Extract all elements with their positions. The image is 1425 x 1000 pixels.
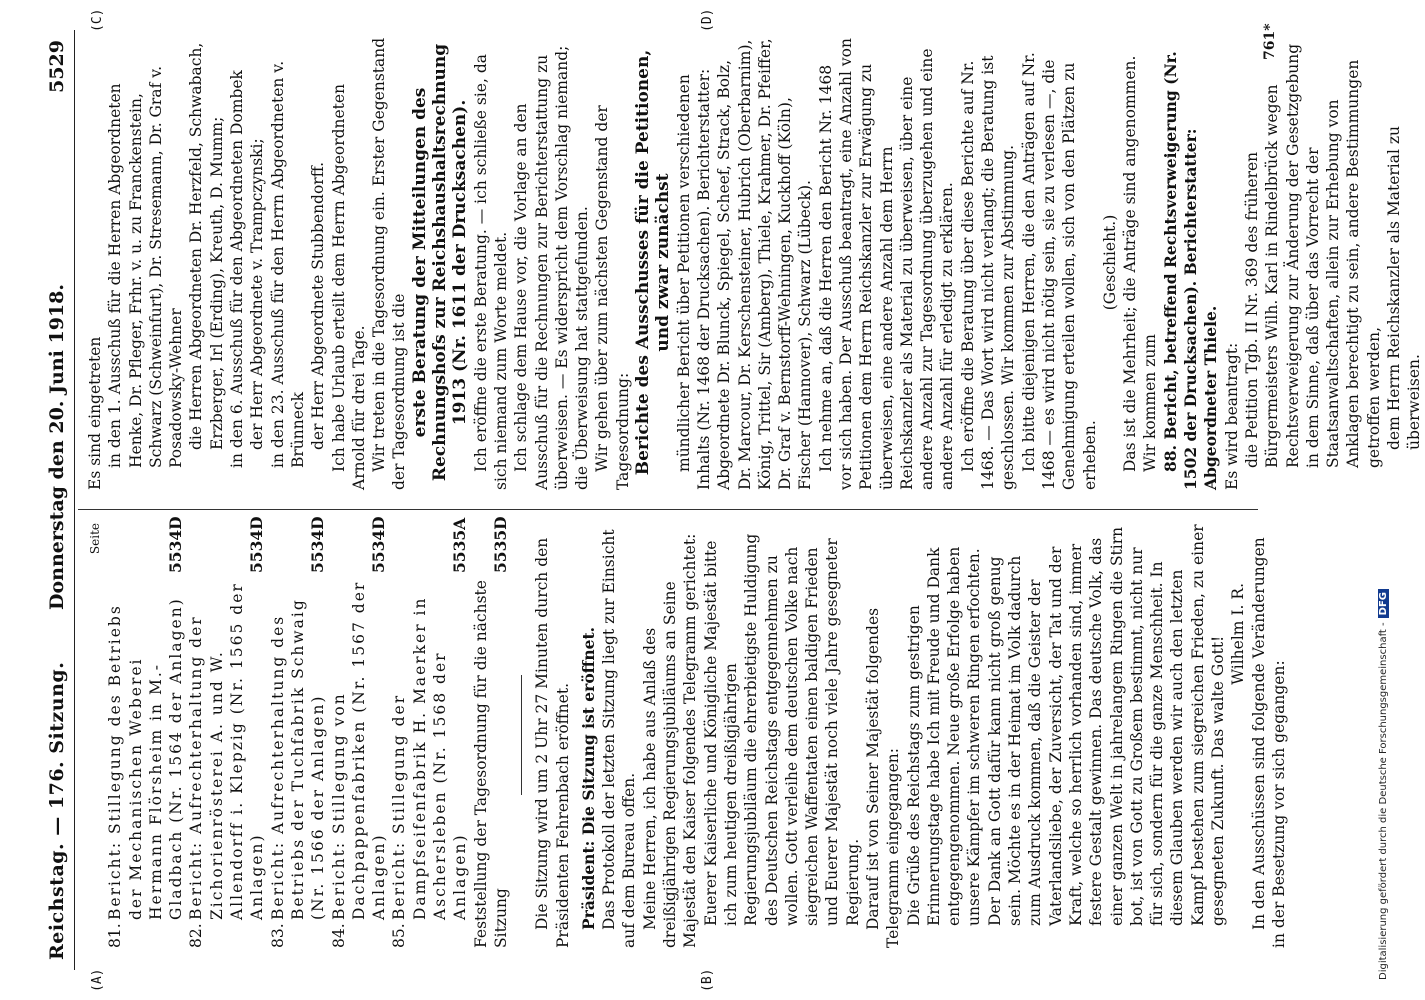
paragraph: Wir kommen zum — [1141, 333, 1160, 472]
margin-marker-d: (D) — [700, 8, 715, 32]
paragraph: der Herr Abgeordnete v. Trampczynski; — [248, 138, 267, 450]
margin-marker-b: (B) — [700, 968, 715, 992]
toc-item — [105, 516, 186, 948]
toc-seite-label: Seite — [88, 523, 102, 555]
toc-page: 5535D — [490, 516, 510, 573]
toc-text: Bericht: Stillegung des Betriebs der Mechanischen Weberei Hermann Flörsheim in M.-Gladbach (Nr. 1564 der Anlagen) — [106, 597, 186, 920]
margin-marker-a: (A) — [90, 968, 105, 992]
toc-number: 85. — [390, 923, 409, 948]
paragraph: Darauf ist von Seiner Majestät folgendes Telegramm eingegangen: — [863, 607, 903, 948]
paragraph: In den Ausschüssen sind folgende Veränderungen in der Besetzung vor sich gegangen: — [1249, 537, 1288, 948]
toc-number: 82. — [187, 923, 206, 948]
toc-item — [186, 516, 267, 948]
signature: Wilhelm I. R. — [1229, 583, 1248, 685]
paragraph: in den 23. Ausschuß für den Herrn Abgeordneten v. Brünneck — [268, 60, 307, 468]
toc-number: 83. — [268, 923, 287, 948]
paragraph: dem Herrn Reichskanzler als Material zu überweisen. — [1385, 125, 1424, 450]
paragraph: Ich eröffne die Beratung über diese Berichte auf Nr. 1468. — Das Wort wird nicht verlangt; die Beratung ist geschlossen. Wir kommen zur Abstimmung. — [958, 55, 1018, 490]
paragraph: Wir gehen über zum nächsten Gegenstand der Tagesordnung: — [593, 105, 632, 490]
president-line: Präsident: Die Sitzung ist eröffnet. — [578, 626, 598, 930]
toc-item-last — [471, 516, 512, 948]
paragraph: mündlicher Bericht über Petitionen verschiedenen Inhalts (Nr. 1468 der Drucksachen). Berichterstatter: Abgeordnete Dr. Blunck, Spiegel, Scheef, Strack, Bolz, Dr. Marcour, Dr. Kerschensteiner, Hubrich (Oberbarnim), König, Trittel, Sir (Amberg), Thiele, Krahmer, Dr. Pfeiffer, Dr. Graf v. Bernstorff-Wehningen, Kuckhoff (Köln), Fischer (Hannover), Schwarz (Lübeck). — [674, 38, 815, 490]
toc-page: 5534D — [166, 516, 186, 573]
paragraph: in den 1. Ausschuß für die Herren Abgeordneten Henke, Dr. Pfleger, Frhr. v. u. zu Franckenstein, Schwarz (Schweinfurt), Dr. Stresemann, Dr. Graf v. Posadowsky-Wehner — [106, 65, 186, 468]
paragraph: Es sind eingetreten — [86, 336, 104, 490]
report-heading: 88. Bericht, betreffend Rechtsverweigerung (Nr. 1502 der Drucksachen). Berichterstatter: Abgeordneter Thiele. — [1160, 51, 1221, 490]
opening-paragraph: Die Sitzung wird um 2 Uhr 27 Minuten durch den Präsidenten Fehrenbach eröffnet. — [533, 537, 572, 948]
paragraph: Das ist die Mehrheit; die Anträge sind angenommen. — [1121, 55, 1140, 472]
toc-text: Bericht: Aufrechterhaltung der Zichorienrösterei A. und W. Allendorff i. Klepzig (Nr. 1565 der Anlagen) — [187, 582, 267, 920]
paragraph: die Petition Tgb. II Nr. 369 des früheren Bürgermeisters Wilh. Karl in Rindelbrück wegen Rechtsverweigerung zur Änderung der Gesetzgebung in dem Sinne, daß über das Vorrecht der Staatsanwaltschaften, allein zur Erhebung von Anklagen berechtigt zu sein, andere Bestimmungen getroffen werden, — [1242, 43, 1383, 468]
agenda-heading: erste Beratung der Mitteilungen des Rechnungshofs zur Reichshaushaltsrechnung 1913 (Nr. 1611 der Drucksachen). — [409, 43, 471, 482]
paragraph: Ich nehme an, daß die Herren den Bericht Nr. 1468 vor sich haben. Der Ausschuß beantragt, eine Anzahl von Petitionen dem Herrn Reichskanzler zur Erwägung zu überweisen, eine andere Anzahl dem Herrn Reichskanzler als Material zu überweisen, über eine andere Anzahl zur Tagesordnung überzugehen und eine andere Anzahl für erledigt zu erklären. — [816, 38, 957, 490]
toc-page: 5534D — [247, 516, 267, 573]
toc-page: 5535A — [450, 517, 470, 573]
footer-mark: 761* — [1262, 23, 1278, 60]
paragraph: Ich bitte diejenigen Herren, die den Anträgen auf Nr. 1468 — es wird nicht nötig sein, sie zu verlesen —, die Genehmigung erteilen wollen, sich von den Plätzen zu erheben. — [1019, 52, 1099, 490]
toc-text: Bericht: Aufrechterhaltung des Betriebs der Tuchfabrik Schwaig (Nr. 1566 der Anlagen) — [268, 598, 328, 920]
left-column — [85, 516, 1289, 948]
toc-item — [329, 516, 390, 948]
page-number: 5529 — [46, 40, 68, 93]
margin-marker-c: (C) — [90, 8, 105, 32]
paragraph: Ich eröffne die erste Beratung. — ich schließe sie, da sich niemand zum Worte meldet. — [471, 54, 510, 490]
section-heading: Berichte des Ausschusses für die Petitionen, und zwar zunächst — [633, 49, 674, 476]
toc-page: 5534D — [369, 516, 389, 573]
paragraph: Es wird beantragt: — [1222, 342, 1241, 490]
toc-text: Bericht: Stillegung von Dachpappenfabriken (Nr. 1567 der Anlagen) — [329, 580, 389, 920]
toc-number: 81. — [106, 923, 125, 948]
paragraph: in den 6. Ausschuß für den Abgeordneten Dombek — [228, 70, 247, 468]
telegram-text: Euerer Kaiserliche und Königliche Majestät bitte ich zum heutigen dreißigjährigen Regierungsjubiläum die ehrerbietigste Huldigung des Deutschen Reichstags entgegennehmen zu wollen. Gott verleihe dem deutschen Volke nach siegreichen Waffentaten einen baldigen Frieden und Euerer Majestät noch viele Jahre gesegneter Regierung. — [701, 533, 862, 926]
separator-line — [521, 676, 522, 796]
header-left: Reichstag. — 176. Sitzung. — [46, 661, 68, 960]
paragraph: Ich habe Urlaub erteilt dem Herrn Abgeordneten Arnold für drei Tage. — [329, 83, 368, 490]
side-note — [1378, 589, 1389, 980]
toc-text: Feststellung der Tagesordnung für die nächste Sitzung — [471, 580, 510, 948]
toc-page: 5534D — [308, 516, 328, 573]
toc-number: 84. — [329, 923, 348, 948]
toc-item — [389, 517, 470, 948]
page-header — [40, 30, 75, 970]
paragraph: Ich schlage dem Hause vor, die Vorlage an den Ausschuß für die Rechnungen zur Berichterstattung zu überweisen. — Es widerspricht dem Vorschlag niemand; die Überweisung hat stattgefunden. — [512, 45, 592, 490]
side-note-text: Digitalisierung gefördert durch die Deutsche Forschungsgemeinschaft - — [1378, 622, 1389, 980]
stage-direction: (Geschieht.) — [1100, 214, 1119, 311]
telegram-reply: Die Grüße des Reichstags zum gestrigen Erinnerungstage habe Ich mit Freude und Dank entgegengenommen. Neue große Erfolge haben unsere Kämpfer im schweren Ringen erfochten. Der Dank an Gott dafür kann nicht groß genug sein. Möchte es in der Heimat im Volk dadurch zum Ausdruck kommen, daß die Geister der Vaterlandsliebe, der Zuversicht, der Tat und der Kraft, welche so herrlich vorhanden sind, immer festere Gestalt gewinnen. Das deutsche Volk, das einer ganzen Welt in jahrelangem Ringen die Stirn bot, ist von Gott zu Großem bestimmt, nicht nur für sich, sondern für die ganze Menschheit. In diesem Glauben werden wir auch den letzten Kampf bestehen zum siegreichen Frieden, zu einer gesegneten Zukunft. Das walte Gott! — [904, 524, 1228, 926]
paragraph: Wir treten in die Tagesordnung ein. Erster Gegenstand der Tagesordnung ist die — [370, 37, 409, 490]
right-column — [85, 35, 1425, 490]
dfg-logo: DFG — [1378, 589, 1389, 618]
paragraph: Meine Herren, ich habe aus Anlaß des dreißigjährigen Regierungsjubiläums an Seine Majestät den Kaiser folgendes Telegramm gerichtet: — [640, 533, 700, 948]
paragraph: die Herren Abgeordneten Dr. Herzfeld, Schwabach, Erzberger, Irl (Erding), Kreuth, D. Mumm; — [187, 42, 226, 450]
paragraph: der Herr Abgeordnete Stubbendorff. — [309, 161, 328, 450]
paragraph: Das Protokoll der letzten Sitzung liegt zur Einsicht auf dem Bureau offen. — [600, 529, 639, 948]
toc-text: Bericht: Stillegung der Dampfseifenfabrik H. Maerker in Aschersleben (Nr. 1568 der Anlagen) — [390, 596, 470, 920]
column-divider — [78, 509, 1258, 510]
header-center: Donnerstag den 20. Juni 1918. — [46, 284, 68, 610]
toc-item — [268, 516, 329, 948]
